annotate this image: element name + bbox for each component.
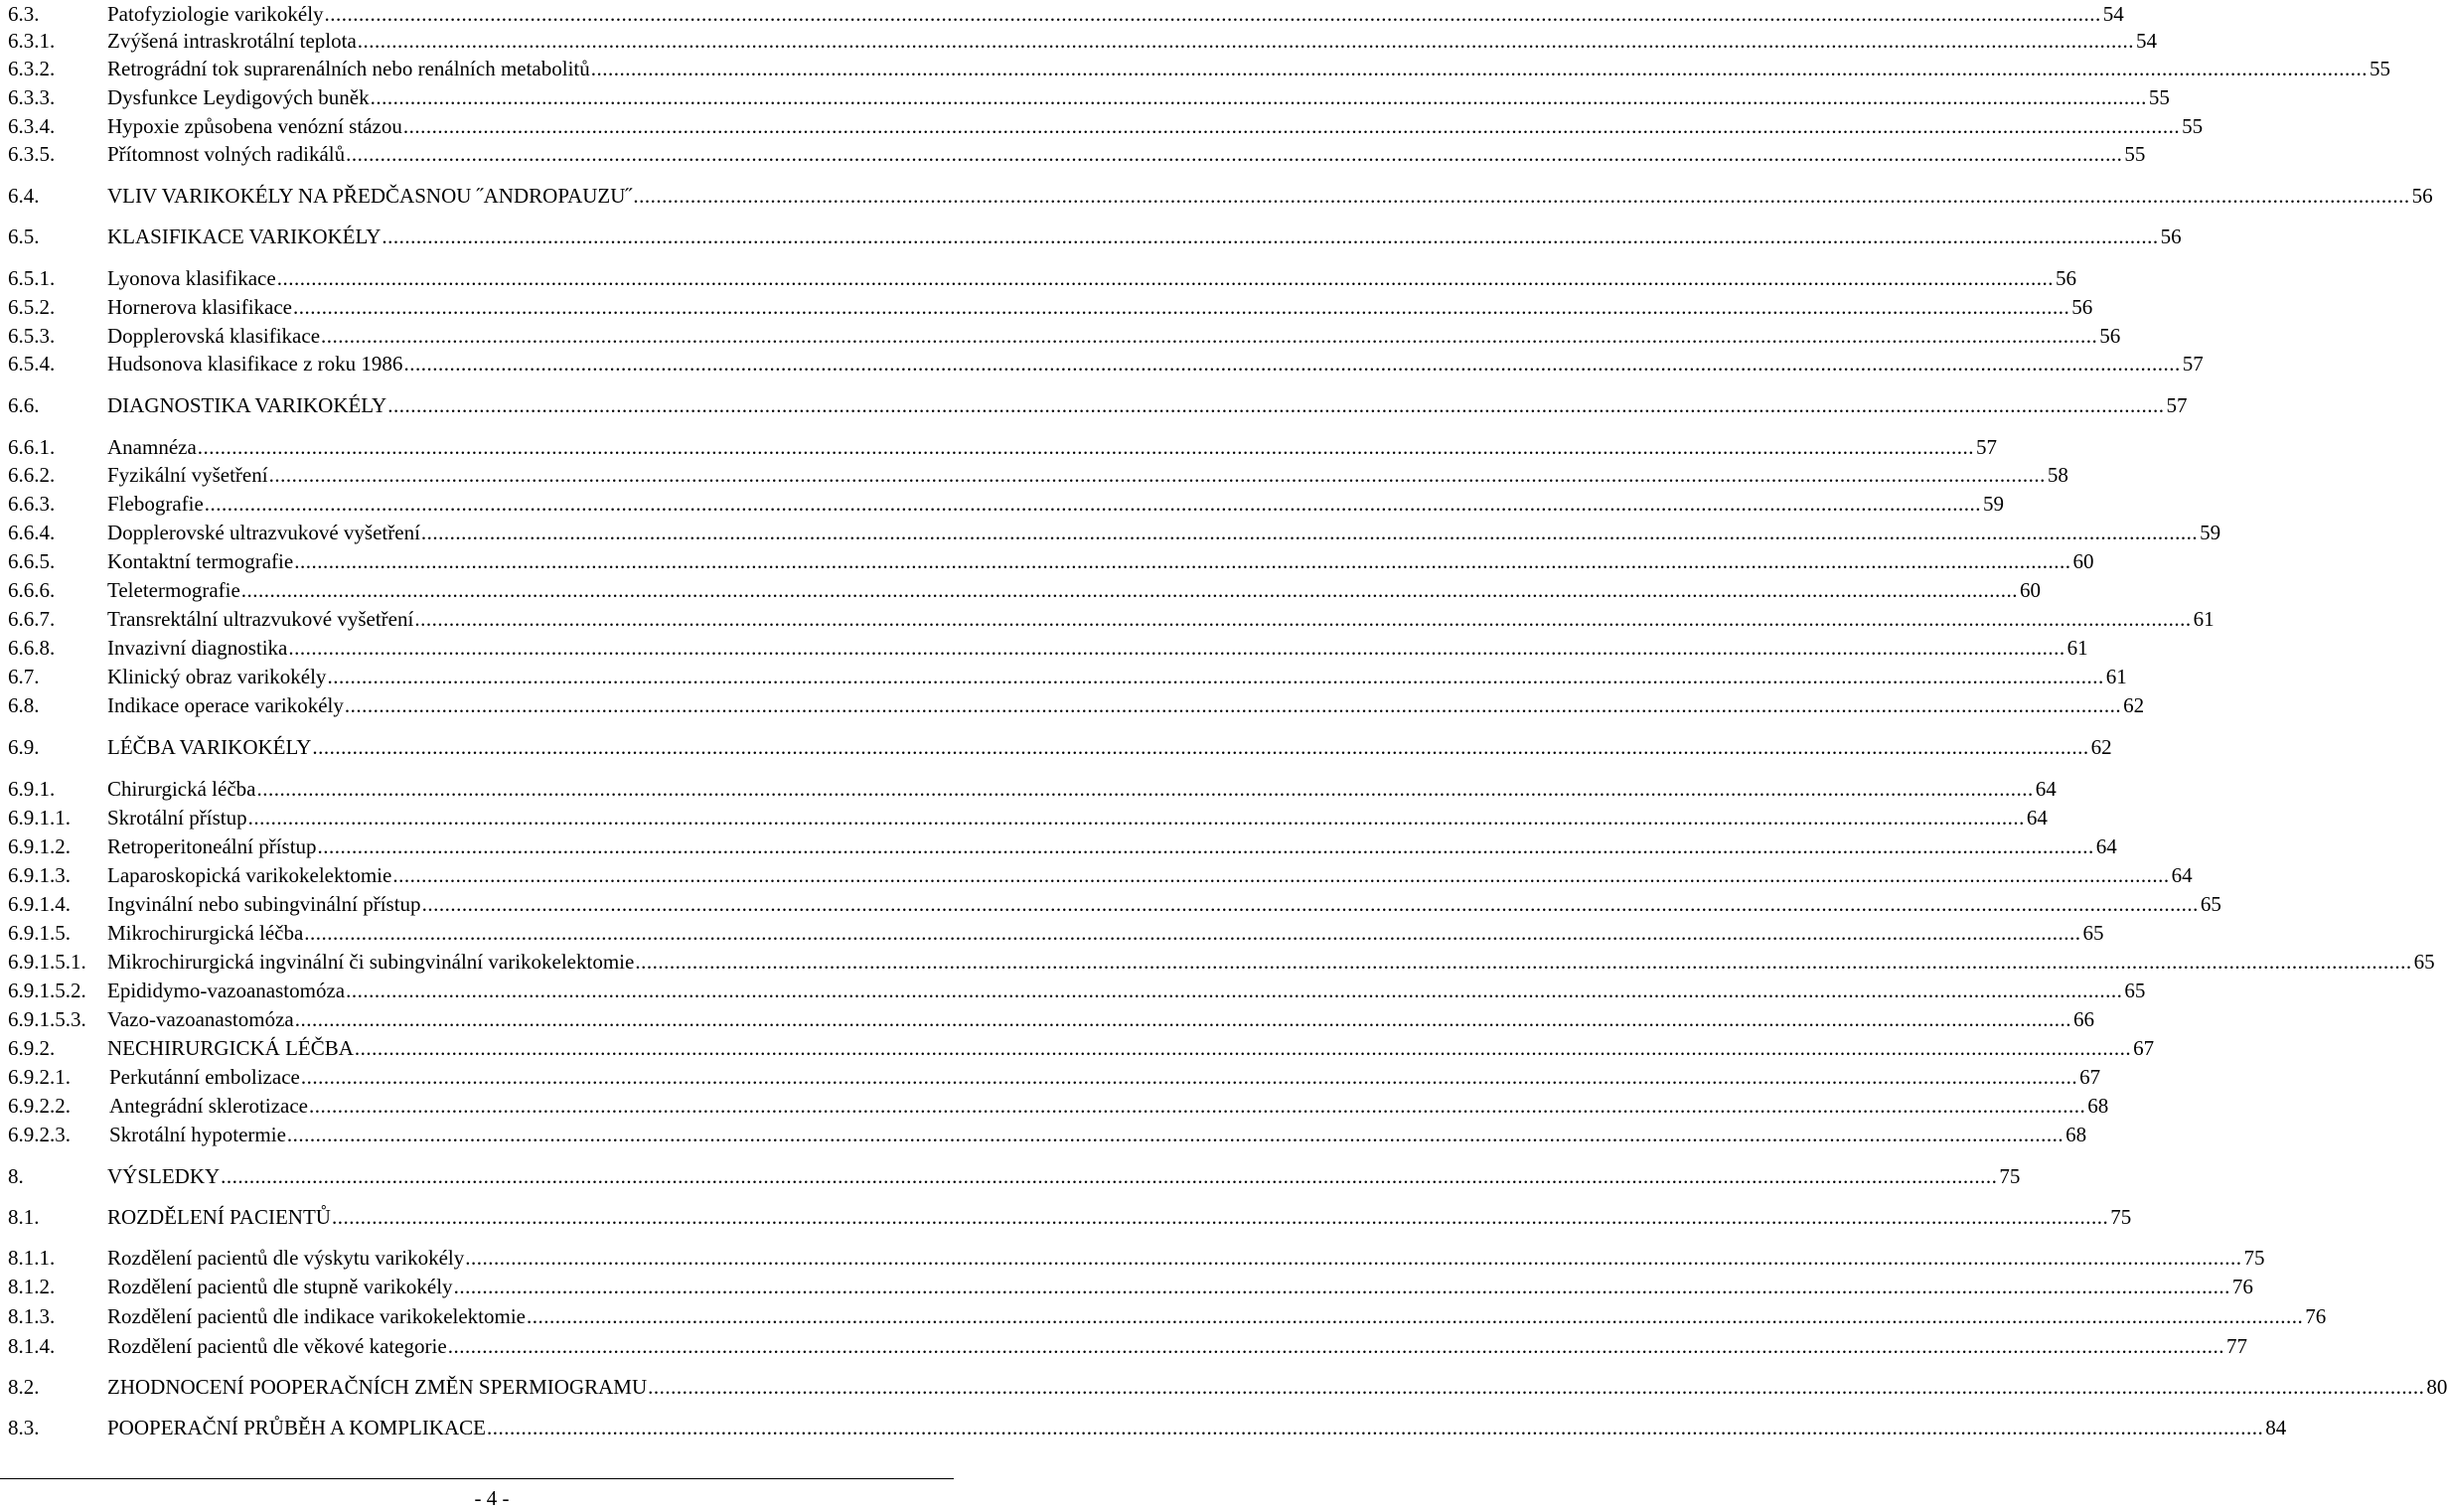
toc-dot-leader	[269, 461, 2046, 489]
toc-entry-number: 6.9.1.2.	[8, 834, 71, 858]
toc-entry-title: Antegrádní sklerotizace	[109, 1094, 308, 1118]
toc-entry[interactable]	[8, 293, 2093, 321]
toc-entry-page: 59	[1983, 492, 2005, 516]
toc-entry-title: LÉČBA VARIKOKÉLY	[107, 735, 312, 759]
toc-entry-page: 57	[1976, 435, 1998, 459]
toc-entry-page: 55	[2124, 142, 2146, 166]
toc-dot-leader	[325, 0, 2101, 28]
toc-entry-title: Hornerova klasifikace	[107, 295, 292, 319]
toc-dot-leader	[293, 293, 2069, 321]
toc-entry-page: 54	[2102, 2, 2124, 26]
toc-entry[interactable]	[8, 1092, 2109, 1120]
toc-entry-title: Flebografie	[107, 492, 204, 516]
toc-entry-title: Skrotální hypotermie	[109, 1123, 286, 1146]
toc-entry[interactable]	[8, 1373, 2447, 1401]
toc-entry[interactable]	[8, 461, 2068, 489]
toc-entry-number: 6.6.7.	[8, 607, 56, 631]
toc-entry-page: 76	[2231, 1275, 2253, 1298]
toc-entry[interactable]	[8, 27, 2158, 55]
toc-entry[interactable]	[8, 1162, 2021, 1190]
toc-entry-number: 6.9.1.5.	[8, 921, 71, 945]
toc-entry-page: 55	[2148, 85, 2170, 109]
toc-entry-page: 54	[2136, 29, 2158, 53]
toc-entry[interactable]	[8, 576, 2042, 604]
toc-entry-title: Hudsonova klasifikace z roku 1986	[107, 352, 403, 376]
toc-entry-title: Klinický obraz varikokély	[107, 665, 327, 688]
toc-dot-leader	[371, 83, 2147, 111]
toc-entry-number: 6.9.2.3.	[8, 1123, 71, 1146]
toc-entry-title: Zvýšená intraskrotální teplota	[107, 29, 357, 53]
toc-entry-page: 62	[2123, 693, 2145, 717]
toc-entry[interactable]	[8, 1244, 2265, 1272]
toc-entry-page: 68	[2087, 1094, 2109, 1118]
toc-entry[interactable]	[8, 83, 2170, 111]
toc-entry-title: Fyzikální vyšetření	[107, 463, 268, 487]
toc-entry[interactable]	[8, 350, 2204, 378]
toc-entry[interactable]	[8, 264, 2076, 292]
toc-entry-page: 67	[2133, 1036, 2155, 1060]
toc-entry[interactable]	[8, 1273, 2253, 1300]
toc-entry-title: Invazivní diagnostika	[107, 636, 288, 660]
toc-entry-number: 6.9.1.5.2.	[8, 979, 86, 1002]
toc-entry-number: 6.3.3.	[8, 85, 56, 109]
toc-entry-number: 6.9.2.1.	[8, 1065, 71, 1089]
toc-entry-title: NECHIRURGICKÁ LÉČBA	[107, 1036, 354, 1060]
toc-entry-title: KLASIFIKACE VARIKOKÉLY	[107, 225, 382, 248]
toc-dot-leader	[346, 140, 2122, 168]
toc-entry-page: 65	[2200, 892, 2221, 916]
toc-entry-title: Rozdělení pacientů dle stupně varikokély	[107, 1275, 453, 1298]
toc-entry[interactable]	[8, 861, 2193, 889]
toc-entry-page: 75	[2243, 1246, 2265, 1270]
toc-entry-number: 6.3.2.	[8, 57, 56, 80]
toc-entry-number: 6.6.8.	[8, 636, 56, 660]
toc-entry-title: Laparoskopická varikokelektomie	[107, 863, 392, 887]
toc-entry[interactable]	[8, 890, 2221, 918]
toc-entry-title: Indikace operace varikokély	[107, 693, 344, 717]
toc-entry-number: 6.5.3.	[8, 324, 56, 348]
toc-entry-number: 6.5.	[8, 225, 40, 248]
toc-dot-leader	[382, 223, 2158, 250]
toc-entry[interactable]	[8, 1121, 2087, 1148]
toc-dot-leader	[414, 605, 2191, 633]
toc-entry[interactable]	[8, 605, 2215, 633]
toc-entry[interactable]	[8, 322, 2121, 350]
toc-entry-page: 58	[2047, 463, 2068, 487]
toc-entry-number: 8.3.	[8, 1416, 40, 1439]
toc-entry-number: 6.3.4.	[8, 114, 56, 138]
toc-dot-leader	[205, 490, 1981, 518]
toc-entry-number: 6.3.5.	[8, 142, 56, 166]
toc-entry-number: 6.6.2.	[8, 463, 56, 487]
toc-entry[interactable]	[8, 977, 2146, 1004]
toc-dot-leader	[318, 832, 2094, 860]
toc-dot-leader	[288, 634, 2065, 662]
toc-dot-leader	[327, 663, 2103, 690]
toc-entry[interactable]	[8, 112, 2204, 140]
toc-dot-leader	[358, 27, 2134, 55]
toc-entry[interactable]	[8, 919, 2104, 947]
toc-entry[interactable]	[8, 0, 2124, 28]
toc-entry-number: 6.9.1.1.	[8, 806, 71, 830]
toc-entry-number: 6.6.5.	[8, 549, 56, 573]
toc-entry-title: ZHODNOCENÍ POOPERAČNÍCH ZMĚN SPERMIOGRAMU	[107, 1375, 648, 1399]
toc-dot-leader	[256, 775, 2033, 803]
toc-entry[interactable]	[8, 1332, 2247, 1360]
toc-entry-title: Teletermografie	[107, 578, 240, 602]
toc-dot-leader	[332, 1203, 2108, 1231]
toc-entry-page: 64	[2095, 834, 2117, 858]
toc-entry-page: 61	[2193, 607, 2215, 631]
toc-entry-page: 65	[2082, 921, 2104, 945]
toc-dot-leader	[387, 391, 2164, 419]
toc-entry-number: 6.9.2.	[8, 1036, 56, 1060]
toc-entry-page: 59	[2200, 521, 2221, 544]
toc-entry-title: VLIV VARIKOKÉLY NA PŘEDČASNOU ˝ANDROPAUZU˝	[107, 184, 633, 208]
toc-entry-title: Chirurgická léčba	[107, 777, 256, 801]
toc-entry[interactable]	[8, 804, 2048, 832]
toc-entry[interactable]	[8, 433, 1998, 461]
toc-entry-page: 62	[2090, 735, 2112, 759]
toc-dot-leader	[448, 1332, 2224, 1360]
toc-entry[interactable]	[8, 391, 2188, 419]
toc-entry-page: 64	[2171, 863, 2193, 887]
toc-entry-number: 8.2.	[8, 1375, 40, 1399]
toc-entry[interactable]	[8, 948, 2435, 976]
toc-entry-title: Dysfunkce Leydigových buněk	[107, 85, 370, 109]
toc-entry-number: 6.5.4.	[8, 352, 56, 376]
toc-entry-title: Mikrochirurgická ingvinální či subingvinální varikokelektomie	[107, 950, 635, 974]
footer-divider	[0, 1478, 954, 1479]
toc-entry-page: 56	[2411, 184, 2433, 208]
toc-entry-number: 8.1.2.	[8, 1275, 56, 1298]
toc-entry-page: 61	[2066, 636, 2088, 660]
toc-entry-page: 75	[1999, 1164, 2021, 1188]
toc-entry[interactable]	[8, 663, 2127, 690]
toc-entry-title: Hypoxie způsobena venózní stázou	[107, 114, 402, 138]
toc-entry[interactable]	[8, 832, 2117, 860]
toc-entry-page: 56	[2055, 266, 2076, 290]
toc-entry[interactable]	[8, 1005, 2094, 1033]
toc-entry[interactable]	[8, 547, 2094, 575]
toc-entry-page: 64	[2026, 806, 2048, 830]
toc-entry-number: 8.1.3.	[8, 1304, 56, 1328]
toc-entry-number: 6.5.1.	[8, 266, 56, 290]
toc-entry-page: 67	[2079, 1065, 2101, 1089]
toc-entry[interactable]	[8, 691, 2145, 719]
toc-entry-page: 55	[2182, 114, 2204, 138]
toc-dot-leader	[198, 433, 1974, 461]
toc-entry-number: 8.1.1.	[8, 1246, 56, 1270]
toc-entry-title: Patofyziologie varikokély	[107, 2, 324, 26]
toc-entry-title: Anamnéza	[107, 435, 197, 459]
toc-dot-leader	[295, 1005, 2071, 1033]
toc-entry-number: 6.4.	[8, 184, 40, 208]
toc-entry-number: 6.9.1.3.	[8, 863, 71, 887]
toc-entry-page: 56	[2099, 324, 2121, 348]
toc-entry-title: Rozdělení pacientů dle výskytu varikokély	[107, 1246, 465, 1270]
toc-entry-number: 6.9.1.5.3.	[8, 1007, 86, 1031]
toc-dot-leader	[287, 1121, 2064, 1148]
toc-dot-leader	[392, 861, 2169, 889]
toc-entry-page: 56	[2071, 295, 2093, 319]
toc-entry-title: Epididymo-vazoanastomóza	[107, 979, 346, 1002]
toc-entry-number: 6.9.2.2.	[8, 1094, 71, 1118]
toc-entry-number: 6.9.	[8, 735, 40, 759]
toc-entry[interactable]	[8, 519, 2221, 546]
toc-dot-leader	[312, 733, 2088, 761]
toc-entry-page: 76	[2305, 1304, 2327, 1328]
toc-dot-leader	[403, 350, 2180, 378]
toc-entry[interactable]	[8, 1203, 2132, 1231]
toc-entry-page: 84	[2265, 1416, 2287, 1439]
toc-entry-title: VÝSLEDKY	[107, 1164, 221, 1188]
toc-entry[interactable]	[8, 1034, 2155, 1062]
toc-entry[interactable]	[8, 634, 2088, 662]
toc-entry-title: Rozdělení pacientů dle indikace varikokelektomie	[107, 1304, 527, 1328]
toc-entry-title: DIAGNOSTIKA VARIKOKÉLY	[107, 393, 387, 417]
toc-entry-number: 6.5.2.	[8, 295, 56, 319]
toc-dot-leader	[345, 691, 2121, 719]
toc-entry-title: Transrektální ultrazvukové vyšetření	[107, 607, 414, 631]
toc-entry-number: 6.9.1.4.	[8, 892, 71, 916]
toc-entry-title: POOPERAČNÍ PRŮBĚH A KOMPLIKACE	[107, 1416, 486, 1439]
toc-dot-leader	[635, 948, 2411, 976]
toc-dot-leader	[221, 1162, 1997, 1190]
toc-entry-number: 6.6.6.	[8, 578, 56, 602]
toc-dot-leader	[346, 977, 2122, 1004]
toc-entry-title: Vazo-vazoanastomóza	[107, 1007, 294, 1031]
toc-entry-title: Kontaktní termografie	[107, 549, 294, 573]
toc-entry-page: 65	[2413, 950, 2435, 974]
toc-dot-leader	[304, 919, 2080, 947]
toc-entry[interactable]	[8, 490, 2005, 518]
toc-entry-title: Rozdělení pacientů dle věkové kategorie	[107, 1334, 447, 1358]
toc-entry-number: 6.9.1.	[8, 777, 56, 801]
toc-dot-leader	[248, 804, 2025, 832]
toc-entry-page: 57	[2182, 352, 2204, 376]
toc-entry[interactable]	[8, 140, 2146, 168]
toc-entry[interactable]	[8, 1414, 2287, 1441]
toc-dot-leader	[633, 182, 2409, 210]
toc-entry-number: 6.6.4.	[8, 521, 56, 544]
toc-entry-number: 6.6.	[8, 393, 40, 417]
toc-entry-number: 6.8.	[8, 693, 40, 717]
page-number: - 4 -	[474, 1486, 510, 1510]
toc-dot-leader	[294, 547, 2070, 575]
toc-entry-number: 6.7.	[8, 665, 40, 688]
toc-entry-title: Mikrochirurgická léčba	[107, 921, 304, 945]
toc-entry-page: 75	[2110, 1205, 2132, 1229]
toc-entry-number: 6.3.	[8, 2, 40, 26]
toc-entry[interactable]	[8, 223, 2182, 250]
toc-dot-leader	[454, 1273, 2230, 1300]
toc-entry-page: 66	[2073, 1007, 2094, 1031]
toc-entry[interactable]	[8, 733, 2112, 761]
toc-entry-title: ROZDĚLENÍ PACIENTŮ	[107, 1205, 331, 1229]
toc-entry-title: Dopplerovská klasifikace	[107, 324, 321, 348]
toc-entry-page: 60	[2072, 549, 2094, 573]
toc-entry-number: 8.1.	[8, 1205, 40, 1229]
toc-entry[interactable]	[8, 1063, 2101, 1091]
toc-dot-leader	[321, 322, 2097, 350]
toc-entry[interactable]	[8, 775, 2057, 803]
toc-entry-page: 56	[2160, 225, 2182, 248]
toc-dot-leader	[648, 1373, 2424, 1401]
toc-dot-leader	[403, 112, 2180, 140]
toc-entry-number: 8.	[8, 1164, 24, 1188]
toc-entry-number: 6.9.1.5.1.	[8, 950, 86, 974]
toc-entry[interactable]	[8, 1302, 2327, 1330]
toc-entry-page: 68	[2065, 1123, 2087, 1146]
toc-entry-page: 60	[2020, 578, 2042, 602]
toc-entry-page: 57	[2166, 393, 2188, 417]
toc-entry-page: 55	[2370, 57, 2391, 80]
toc-entry-title: Retrográdní tok suprarenálních nebo renálních metabolitů	[107, 57, 590, 80]
toc-entry-title: Ingvinální nebo subingvinální přístup	[107, 892, 421, 916]
toc-entry-number: 6.6.3.	[8, 492, 56, 516]
toc-entry-page: 64	[2035, 777, 2057, 801]
toc-dot-leader	[421, 519, 2198, 546]
toc-dot-leader	[277, 264, 2054, 292]
toc-dot-leader	[527, 1302, 2303, 1330]
toc-dot-leader	[241, 576, 2018, 604]
toc-entry-title: Retroperitoneální přístup	[107, 834, 317, 858]
toc-entry-page: 61	[2105, 665, 2127, 688]
toc-entry-title: Skrotální přístup	[107, 806, 247, 830]
toc-dot-leader	[301, 1063, 2077, 1091]
toc-entry-page: 80	[2426, 1375, 2447, 1399]
toc-entry-number: 6.3.1.	[8, 29, 56, 53]
toc-entry-title: Dopplerovské ultrazvukové vyšetření	[107, 521, 420, 544]
toc-dot-leader	[591, 55, 2368, 82]
toc-entry-number: 8.1.4.	[8, 1334, 56, 1358]
toc-dot-leader	[355, 1034, 2131, 1062]
toc-dot-leader	[309, 1092, 2085, 1120]
toc-entry[interactable]	[8, 55, 2391, 82]
toc-entry-title: Lyonova klasifikace	[107, 266, 276, 290]
toc-entry-title: Perkutánní embolizace	[109, 1065, 300, 1089]
toc-entry-page: 77	[2225, 1334, 2247, 1358]
toc-entry-title: Přítomnost volných radikálů	[107, 142, 346, 166]
toc-dot-leader	[422, 890, 2199, 918]
toc-entry[interactable]	[8, 182, 2433, 210]
toc-dot-leader	[465, 1244, 2241, 1272]
toc-entry-page: 65	[2124, 979, 2146, 1002]
toc-entry-number: 6.6.1.	[8, 435, 56, 459]
toc-dot-leader	[487, 1414, 2263, 1441]
